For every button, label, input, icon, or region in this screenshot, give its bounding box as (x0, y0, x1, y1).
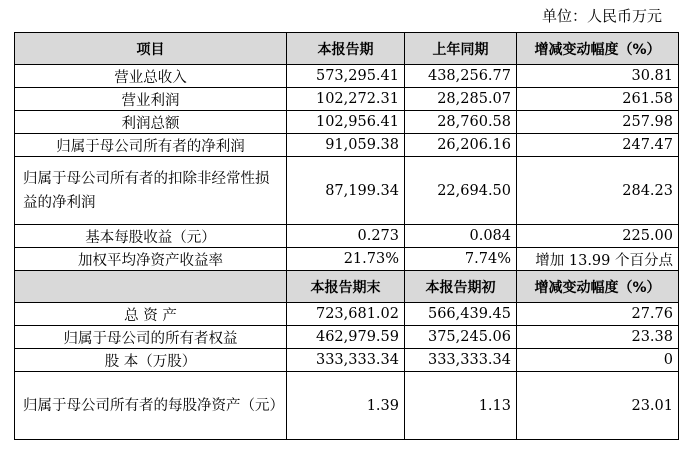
row-value-change: 27.76 (517, 303, 679, 326)
row-value-prior: 7.74% (405, 248, 517, 271)
row-value-current: 21.73% (287, 248, 405, 271)
row-value-current: 102,272.31 (287, 88, 405, 111)
row-value-change: 0 (517, 349, 679, 372)
table-subheader-row (15, 271, 679, 303)
row-value-current: 573,295.41 (287, 65, 405, 88)
row-value-prior: 438,256.77 (405, 65, 517, 88)
header-item: 项目 (15, 33, 287, 65)
table-row (15, 349, 679, 372)
table-row (15, 248, 679, 271)
row-label: 营业利润 (15, 88, 287, 111)
unit-label: 单位：人民币万元 (541, 7, 662, 25)
table-row (15, 326, 679, 349)
table-row (15, 65, 679, 88)
row-label: 归属于母公司所有者的扣除非经常性损益的净利润 (15, 157, 287, 225)
row-value-change: 284.23 (517, 157, 679, 225)
row-value-start: 375,245.06 (405, 326, 517, 349)
row-value-current: 102,956.41 (287, 111, 405, 134)
row-value-end: 1.39 (287, 372, 405, 440)
row-value-change: 23.01 (517, 372, 679, 440)
row-value-change: 261.58 (517, 88, 679, 111)
row-value-change: 225.00 (517, 225, 679, 248)
row-value-change: 247.47 (517, 134, 679, 157)
row-value-prior: 28,285.07 (405, 88, 517, 111)
table-row (15, 225, 679, 248)
row-label: 归属于母公司所有者的净利润 (15, 134, 287, 157)
row-value-start: 1.13 (405, 372, 517, 440)
financial-summary-table (14, 32, 679, 440)
row-label: 股 本（万股） (15, 349, 287, 372)
table-row (15, 111, 679, 134)
row-value-change: 30.81 (517, 65, 679, 88)
row-value-current: 87,199.34 (287, 157, 405, 225)
table-row (15, 303, 679, 326)
table-row (15, 88, 679, 111)
row-value-prior: 22,694.50 (405, 157, 517, 225)
row-value-current: 91,059.38 (287, 134, 405, 157)
table-row (15, 372, 679, 440)
row-value-end: 462,979.59 (287, 326, 405, 349)
header-prior-period: 上年同期 (405, 33, 517, 65)
row-label: 利润总额 (15, 111, 287, 134)
header-change-pct: 增减变动幅度（%） (517, 33, 679, 65)
header-period-start: 本报告期初 (405, 271, 517, 303)
header-current-period: 本报告期 (287, 33, 405, 65)
header-period-end: 本报告期末 (287, 271, 405, 303)
row-value-prior: 0.084 (405, 225, 517, 248)
subheader-empty-cell (15, 271, 287, 303)
row-label: 营业总收入 (15, 65, 287, 88)
row-label: 总 资 产 (15, 303, 287, 326)
row-value-end: 723,681.02 (287, 303, 405, 326)
row-label: 归属于母公司所有者的每股净资产（元） (15, 372, 287, 440)
row-label: 加权平均净资产收益率 (15, 248, 287, 271)
row-label: 归属于母公司的所有者权益 (15, 326, 287, 349)
table-header-row (15, 33, 679, 65)
row-value-change: 23.38 (517, 326, 679, 349)
row-label: 基本每股收益（元） (15, 225, 287, 248)
row-value-start: 333,333.34 (405, 349, 517, 372)
row-value-current: 0.273 (287, 225, 405, 248)
table-row (15, 134, 679, 157)
row-value-change: 257.98 (517, 111, 679, 134)
header-change-pct: 增减变动幅度（%） (517, 271, 679, 303)
row-value-end: 333,333.34 (287, 349, 405, 372)
row-value-change: 增加 13.99 个百分点 (517, 248, 679, 271)
row-value-prior: 28,760.58 (405, 111, 517, 134)
row-value-start: 566,439.45 (405, 303, 517, 326)
table-row (15, 157, 679, 225)
row-value-prior: 26,206.16 (405, 134, 517, 157)
